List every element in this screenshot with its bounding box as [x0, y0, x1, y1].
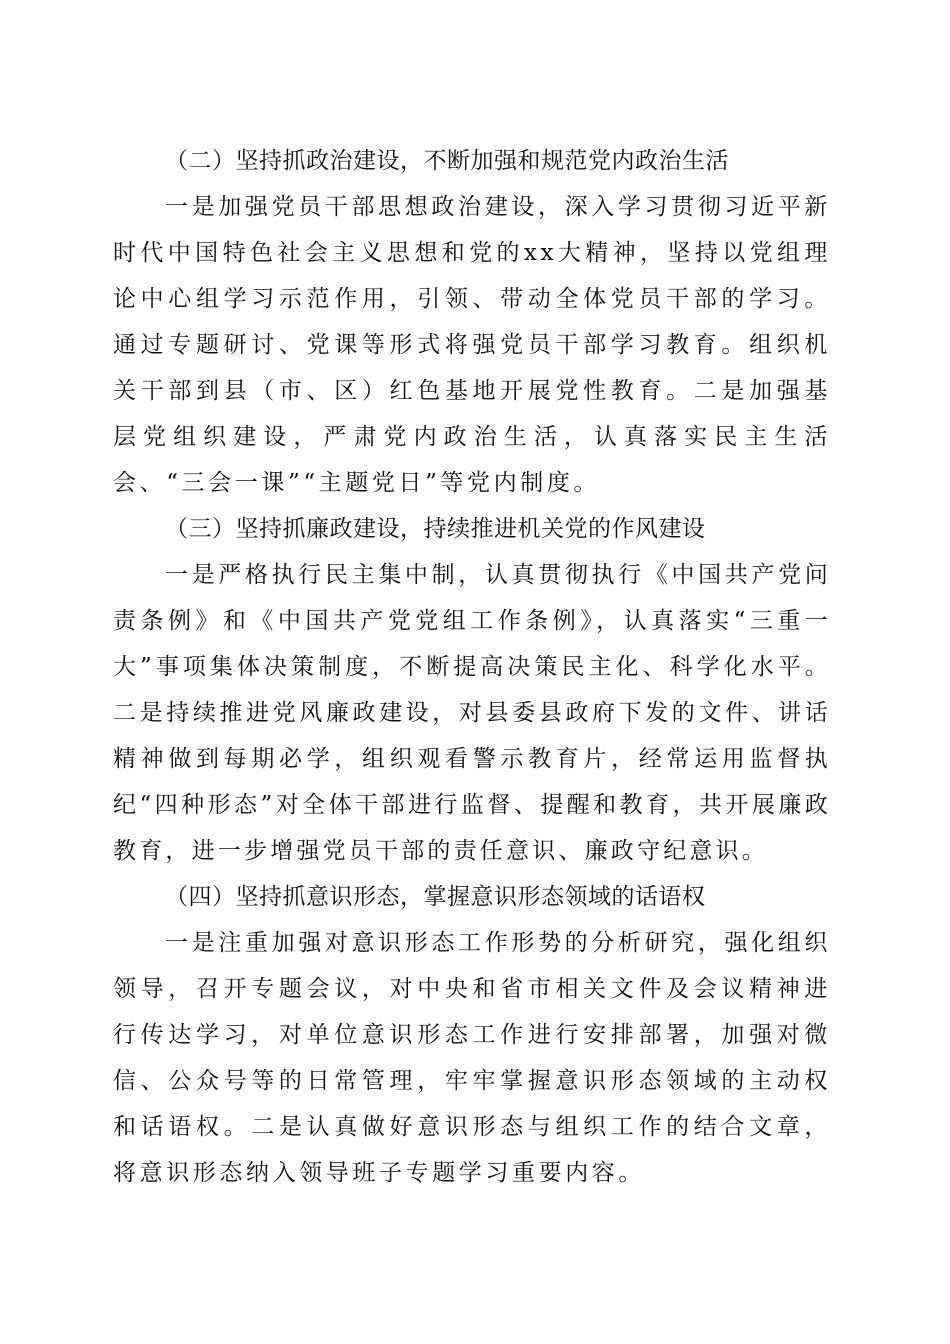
section-paragraph-2: 一是加强党员干部思想政治建设，深入学习贯彻习近平新时代中国特色社会主义思想和党的xx大精神，坚持以党组理论中心组学习示范作用，引领、带动全体党员干部的学习。通过专题研讨、党课等形式将强党员干部学习教育。组织机关干部到县（市、区）红色基地开展党性教育。二是加强基层党组织建设，严肃党内政治生活，认真落实民主生活会、“三会一课”“主题党日”等党内制度。 — [113, 194, 831, 496]
section-paragraph-3: 一是严格执行民主集中制，认真贯彻执行《中国共产党问责条例》和《中国共产党党组工作条例》，认真落实“三重一大”事项集体决策制度，不断提高决策民主化、科学化水平。二是持续推进党风廉政建设，对县委县政府下发的文件、讲话精神做到每期必学，组织观看警示教育片，经常运用监督执纪“四种形态”对全体干部进行监督、提醒和教育，共开展廉政教育，进一步增强党员干部的责任意识、廉政守纪意识。 — [113, 562, 831, 864]
section-paragraph-4: 一是注重加强对意识形态工作形势的分析研究，强化组织领导，召开专题会议，对中央和省市相关文件及会议精神进行传达学习，对单位意识形态工作进行安排部署，加强对微信、公众号等的日常管理，牢牢掌握意识形态领域的主动权和话语权。二是认真做好意识形态与组织工作的结合文章，将意识形态纳入领导班子专题学习重要内容。 — [113, 930, 831, 1186]
section-heading-4: （四）坚持抓意识形态，掌握意识形态领域的话语权 — [165, 884, 706, 910]
section-heading-3: （三）坚持抓廉政建设，持续推进机关党的作风建设 — [165, 516, 706, 542]
section-heading-2: （二）坚持抓政治建设，不断加强和规范党内政治生活 — [165, 148, 729, 174]
document-body — [113, 138, 831, 1196]
